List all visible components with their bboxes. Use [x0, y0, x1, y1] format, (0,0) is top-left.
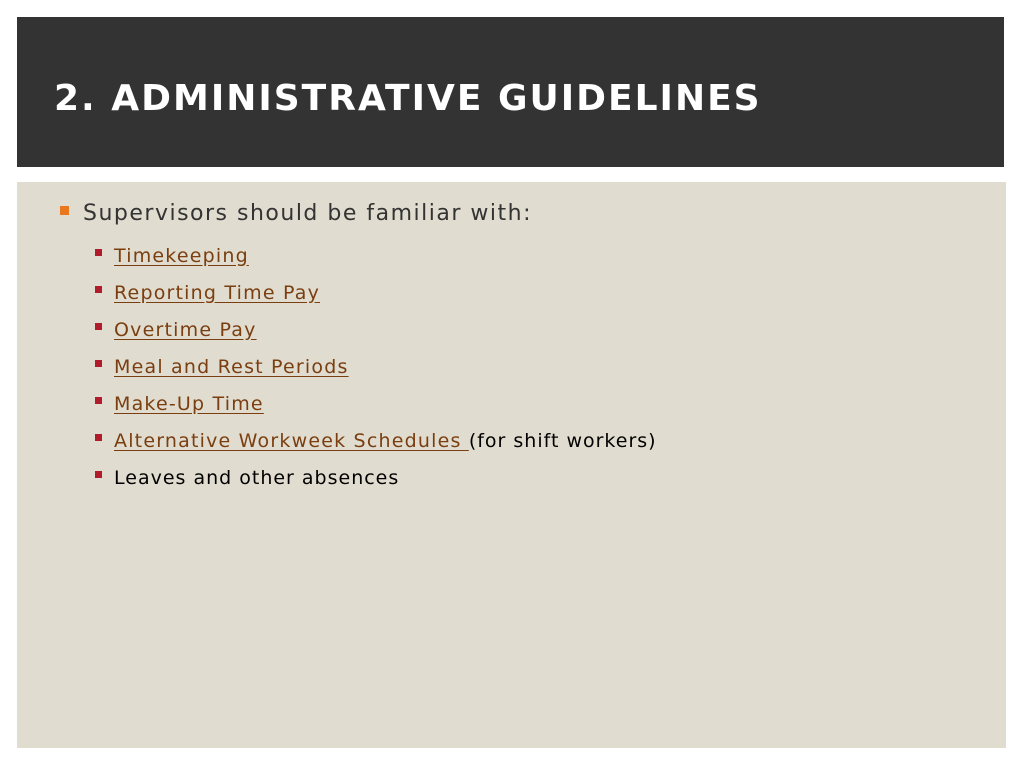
list-item [95, 311, 657, 348]
red-square-bullet-icon [95, 471, 102, 478]
list-item [95, 385, 657, 422]
shift-workers-note: (for shift workers) [468, 429, 657, 452]
intro-item [60, 201, 532, 226]
red-square-bullet-icon [95, 397, 102, 404]
red-square-bullet-icon [95, 323, 102, 330]
red-square-bullet-icon [95, 286, 102, 293]
red-square-bullet-icon [95, 249, 102, 256]
alternative-workweek-schedules-link[interactable]: Alternative Workweek Schedules [114, 429, 469, 452]
slide-title: 2. ADMINISTRATIVE GUIDELINES [54, 78, 762, 119]
reporting-time-pay-link[interactable]: Reporting Time Pay [114, 281, 321, 304]
leaves-and-absences-text: Leaves and other absences [114, 466, 400, 489]
timekeeping-link[interactable]: Timekeeping [114, 244, 249, 267]
overtime-pay-link[interactable]: Overtime Pay [114, 318, 257, 341]
list-item [95, 274, 657, 311]
list-item [95, 237, 657, 274]
make-up-time-link[interactable]: Make-Up Time [114, 392, 264, 415]
content-panel [17, 182, 1006, 748]
list-item [95, 459, 657, 496]
list-item [95, 348, 657, 385]
meal-and-rest-periods-link[interactable]: Meal and Rest Periods [114, 355, 349, 378]
red-square-bullet-icon [95, 360, 102, 367]
list-item [95, 422, 657, 459]
red-square-bullet-icon [95, 434, 102, 441]
intro-text: Supervisors should be familiar with: [83, 201, 532, 226]
guidelines-list [95, 237, 657, 496]
title-bar [17, 17, 1004, 167]
orange-square-bullet-icon [60, 206, 69, 215]
